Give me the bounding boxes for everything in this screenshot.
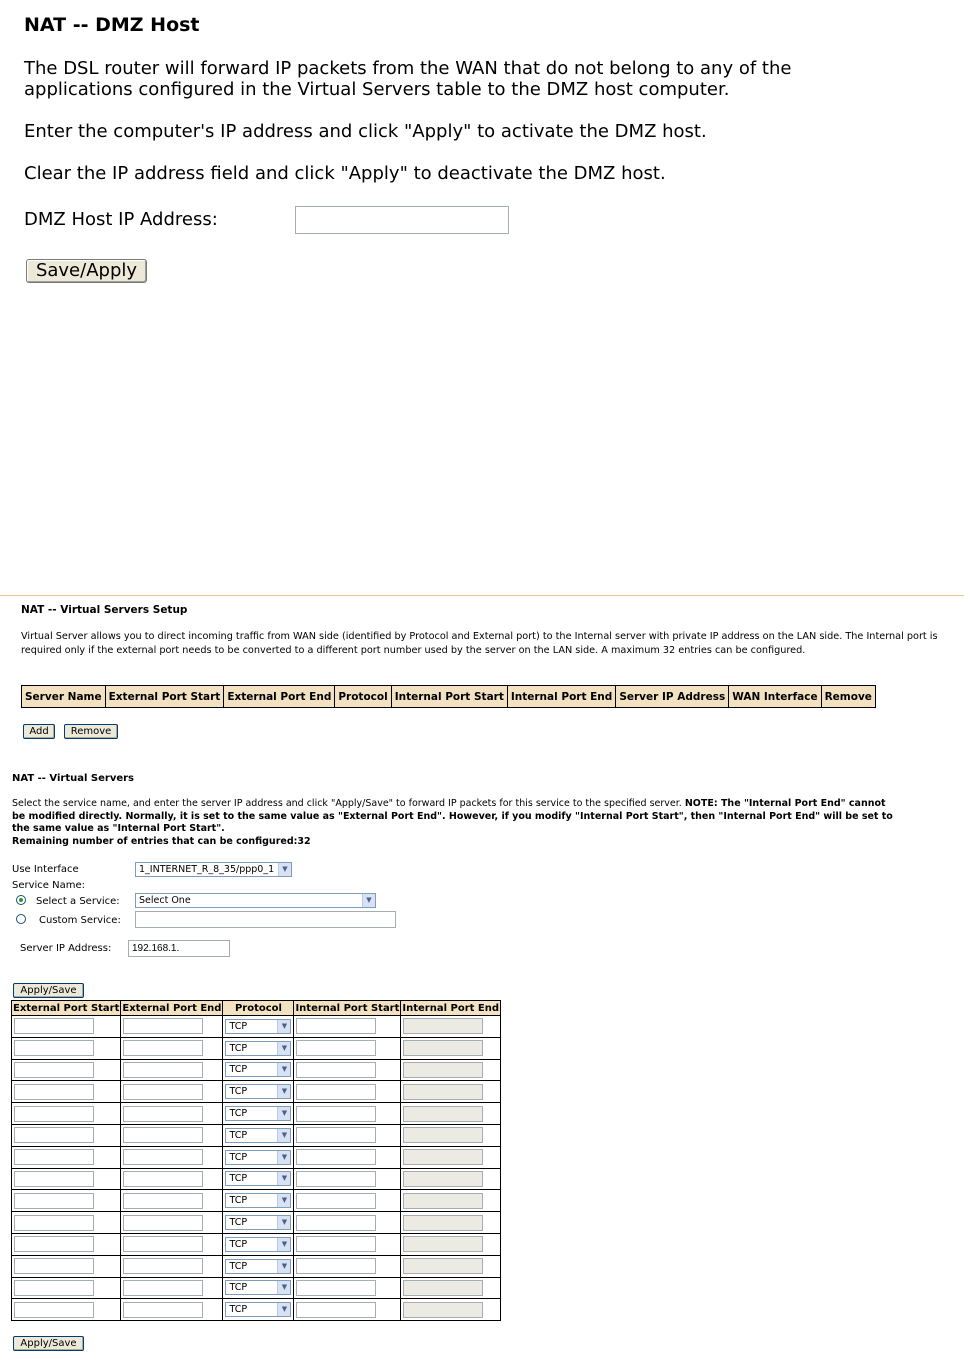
- table-cell: [121, 1016, 223, 1038]
- virtual-servers-column-header: Internal Port Start: [391, 686, 507, 708]
- protocol-value: TCP: [229, 1195, 248, 1207]
- table-row: [12, 1255, 501, 1277]
- external-port-start-input[interactable]: [14, 1302, 94, 1318]
- protocol-value: TCP: [229, 1173, 248, 1185]
- external-port-start-input[interactable]: [14, 1193, 94, 1209]
- chevron-down-icon: ▼: [277, 1063, 290, 1076]
- table-cell: [12, 1168, 121, 1190]
- internal-port-end-input: [403, 1062, 483, 1078]
- table-cell: [12, 1277, 121, 1299]
- custom-service-label: Custom Service:: [39, 915, 121, 926]
- port-mapping-column-header: Protocol: [223, 1001, 294, 1016]
- table-cell: [401, 1212, 501, 1234]
- internal-port-end-input: [403, 1018, 483, 1034]
- table-cell: [294, 1277, 401, 1299]
- internal-port-start-input[interactable]: [296, 1171, 376, 1187]
- table-cell: [121, 1255, 223, 1277]
- table-cell: [294, 1081, 401, 1103]
- external-port-start-input[interactable]: [14, 1258, 94, 1274]
- external-port-end-input[interactable]: [123, 1193, 203, 1209]
- virtual-servers-column-header: Server Name: [22, 686, 106, 708]
- virtual-servers-column-header: External Port Start: [105, 686, 224, 708]
- description-note: NOTE: The "Internal Port End" cannot be modified directly. Normally, it is set to the same value as "External Port End". However, if you modify "Internal Port Start", then "Internal Port End" will be set to the same value as "Internal Port Start".: [12, 798, 893, 834]
- table-cell: [121, 1277, 223, 1299]
- table-cell: [294, 1037, 401, 1059]
- port-mapping-table-body: [12, 1016, 501, 1321]
- table-cell: [401, 1299, 501, 1321]
- table-cell: [12, 1059, 121, 1081]
- protocol-select[interactable]: [225, 1019, 291, 1034]
- table-cell: [121, 1081, 223, 1103]
- internal-port-start-input[interactable]: [296, 1040, 376, 1056]
- server-ip-label: Server IP Address:: [20, 943, 112, 954]
- table-cell: [121, 1168, 223, 1190]
- chevron-down-icon: ▼: [277, 1260, 290, 1273]
- table-cell: [223, 1212, 294, 1234]
- table-cell: [223, 1081, 294, 1103]
- protocol-value: TCP: [229, 1064, 248, 1076]
- table-row: [12, 1037, 501, 1059]
- protocol-select[interactable]: [225, 1041, 291, 1056]
- table-row: [12, 1212, 501, 1234]
- dmz-deactivate-instruction: Clear the IP address field and click "Apply" to deactivate the DMZ host.: [24, 163, 666, 184]
- protocol-value: TCP: [229, 1238, 248, 1250]
- table-cell: [12, 1212, 121, 1234]
- protocol-select[interactable]: [225, 1128, 291, 1143]
- virtual-servers-setup-title: NAT -- Virtual Servers Setup: [21, 604, 188, 616]
- table-cell: [401, 1277, 501, 1299]
- protocol-select[interactable]: [225, 1171, 291, 1186]
- chevron-down-icon: ▼: [277, 1085, 290, 1098]
- table-cell: [121, 1059, 223, 1081]
- table-cell: [223, 1103, 294, 1125]
- internal-port-end-input: [403, 1127, 483, 1143]
- table-cell: [121, 1233, 223, 1255]
- protocol-value: TCP: [229, 1217, 248, 1229]
- table-cell: [121, 1299, 223, 1321]
- chevron-down-icon: ▼: [277, 1281, 290, 1294]
- external-port-end-input[interactable]: [123, 1258, 203, 1274]
- internal-port-end-input: [403, 1171, 483, 1187]
- external-port-end-input[interactable]: [123, 1215, 203, 1231]
- table-cell: [223, 1037, 294, 1059]
- table-cell: [401, 1168, 501, 1190]
- table-cell: [294, 1212, 401, 1234]
- chevron-down-icon: ▼: [277, 1238, 290, 1251]
- external-port-start-input[interactable]: [14, 1106, 94, 1122]
- chevron-down-icon: ▼: [277, 1042, 290, 1055]
- table-cell: [294, 1299, 401, 1321]
- external-port-end-input[interactable]: [123, 1084, 203, 1100]
- internal-port-end-input: [403, 1084, 483, 1100]
- table-cell: [12, 1037, 121, 1059]
- virtual-servers-table-header: [22, 686, 876, 708]
- table-cell: [223, 1146, 294, 1168]
- table-cell: [294, 1146, 401, 1168]
- external-port-start-input[interactable]: [14, 1127, 94, 1143]
- table-cell: [401, 1037, 501, 1059]
- protocol-select[interactable]: [225, 1215, 291, 1230]
- virtual-servers-column-header: Server IP Address: [616, 686, 729, 708]
- protocol-select[interactable]: [225, 1280, 291, 1295]
- external-port-end-input[interactable]: [123, 1040, 203, 1056]
- table-cell: [294, 1016, 401, 1038]
- chevron-down-icon: ▼: [278, 863, 291, 876]
- virtual-servers-column-header: Internal Port End: [507, 686, 615, 708]
- table-cell: [223, 1277, 294, 1299]
- table-cell: [401, 1233, 501, 1255]
- custom-service-radio[interactable]: [16, 914, 26, 924]
- table-cell: [223, 1168, 294, 1190]
- chevron-down-icon: ▼: [277, 1129, 290, 1142]
- table-cell: [121, 1124, 223, 1146]
- table-cell: [121, 1190, 223, 1212]
- chevron-down-icon: ▼: [277, 1020, 290, 1033]
- service-name-label: Service Name:: [12, 880, 86, 891]
- virtual-servers-setup-description: Virtual Server allows you to direct incoming traffic from WAN side (identified by Protocol and External port) to the Internal server with private IP address on the LAN side. The Internal port is required only if the external port needs to be converted to a different port number used by the server on the LAN side. A maximum 32 entries can be configured.: [21, 631, 938, 656]
- protocol-select[interactable]: [225, 1084, 291, 1099]
- table-cell: [223, 1190, 294, 1212]
- internal-port-start-input[interactable]: [296, 1062, 376, 1078]
- table-cell: [12, 1124, 121, 1146]
- custom-service-input[interactable]: [135, 911, 396, 928]
- use-interface-select[interactable]: [135, 862, 292, 877]
- table-cell: [12, 1255, 121, 1277]
- external-port-start-input[interactable]: [14, 1062, 94, 1078]
- external-port-end-input[interactable]: [123, 1149, 203, 1165]
- virtual-servers-description: [12, 798, 902, 848]
- table-row: [12, 1233, 501, 1255]
- table-cell: [401, 1081, 501, 1103]
- internal-port-start-input[interactable]: [296, 1084, 376, 1100]
- protocol-select[interactable]: [225, 1193, 291, 1208]
- internal-port-start-input[interactable]: [296, 1127, 376, 1143]
- table-cell: [121, 1037, 223, 1059]
- internal-port-start-input[interactable]: [296, 1018, 376, 1034]
- table-row: [12, 1081, 501, 1103]
- protocol-select[interactable]: [225, 1150, 291, 1165]
- table-cell: [401, 1146, 501, 1168]
- external-port-start-input[interactable]: [14, 1280, 94, 1296]
- table-cell: [294, 1255, 401, 1277]
- virtual-servers-column-header: WAN Interface: [729, 686, 821, 708]
- table-row: [12, 1059, 501, 1081]
- external-port-end-input[interactable]: [123, 1280, 203, 1296]
- external-port-start-input[interactable]: [14, 1236, 94, 1252]
- chevron-down-icon: ▼: [277, 1172, 290, 1185]
- external-port-end-input[interactable]: [123, 1062, 203, 1078]
- internal-port-end-input: [403, 1193, 483, 1209]
- chevron-down-icon: ▼: [362, 894, 375, 907]
- virtual-servers-table: [21, 685, 876, 708]
- protocol-value: TCP: [229, 1304, 248, 1316]
- internal-port-start-input[interactable]: [296, 1258, 376, 1274]
- port-mapping-table: [11, 1000, 501, 1321]
- protocol-select[interactable]: [225, 1259, 291, 1274]
- protocol-value: TCP: [229, 1282, 248, 1294]
- table-cell: [223, 1255, 294, 1277]
- table-row: [12, 1277, 501, 1299]
- table-cell: [12, 1081, 121, 1103]
- protocol-value: TCP: [229, 1129, 248, 1141]
- table-cell: [294, 1168, 401, 1190]
- protocol-value: TCP: [229, 1151, 248, 1163]
- internal-port-start-input[interactable]: [296, 1302, 376, 1318]
- table-cell: [223, 1016, 294, 1038]
- table-cell: [294, 1233, 401, 1255]
- section-divider: [0, 595, 964, 596]
- select-service-radio[interactable]: [16, 895, 26, 905]
- table-cell: [401, 1124, 501, 1146]
- internal-port-end-input: [403, 1258, 483, 1274]
- table-cell: [12, 1146, 121, 1168]
- internal-port-start-input[interactable]: [296, 1193, 376, 1209]
- protocol-select[interactable]: [225, 1106, 291, 1121]
- table-cell: [12, 1190, 121, 1212]
- port-mapping-table-header: [12, 1001, 501, 1016]
- table-cell: [294, 1059, 401, 1081]
- port-mapping-column-header: External Port Start: [13, 1002, 120, 1014]
- external-port-end-input[interactable]: [123, 1106, 203, 1122]
- table-row: [12, 1146, 501, 1168]
- apply-save-button-top[interactable]: Apply/Save: [13, 983, 84, 998]
- protocol-value: TCP: [229, 1260, 248, 1272]
- chevron-down-icon: ▼: [277, 1107, 290, 1120]
- chevron-down-icon: ▼: [277, 1151, 290, 1164]
- table-cell: [401, 1190, 501, 1212]
- internal-port-end-input: [403, 1215, 483, 1231]
- use-interface-label: Use Interface: [12, 864, 79, 875]
- use-interface-value: 1_INTERNET_R_8_35/ppp0_1: [139, 864, 275, 875]
- remaining-entries-text: Remaining number of entries that can be configured:32: [12, 835, 311, 847]
- table-cell: [401, 1016, 501, 1038]
- virtual-servers-column-header: Remove: [821, 686, 875, 708]
- protocol-select[interactable]: [225, 1062, 291, 1077]
- external-port-end-input[interactable]: [123, 1127, 203, 1143]
- protocol-value: TCP: [229, 1086, 248, 1098]
- dmz-activate-instruction: Enter the computer's IP address and click "Apply" to activate the DMZ host.: [24, 121, 707, 142]
- protocol-select[interactable]: [225, 1302, 291, 1317]
- table-cell: [223, 1233, 294, 1255]
- external-port-end-input[interactable]: [123, 1302, 203, 1318]
- table-cell: [223, 1059, 294, 1081]
- virtual-servers-column-header: Protocol: [335, 686, 391, 708]
- internal-port-end-input: [403, 1302, 483, 1318]
- table-cell: [12, 1016, 121, 1038]
- select-service-value: Select One: [139, 895, 191, 906]
- external-port-end-input[interactable]: [123, 1018, 203, 1034]
- table-cell: [12, 1299, 121, 1321]
- external-port-start-input[interactable]: [14, 1040, 94, 1056]
- internal-port-start-input[interactable]: [296, 1280, 376, 1296]
- add-button[interactable]: Add: [23, 724, 55, 739]
- table-cell: [294, 1103, 401, 1125]
- remove-button[interactable]: Remove: [64, 724, 118, 739]
- external-port-start-input[interactable]: [14, 1018, 94, 1034]
- internal-port-start-input[interactable]: [296, 1149, 376, 1165]
- port-mapping-column-header: Internal Port End: [402, 1002, 500, 1014]
- dmz-page-title: NAT -- DMZ Host: [24, 14, 200, 36]
- internal-port-start-input[interactable]: [296, 1106, 376, 1122]
- port-mapping-column-header: Internal Port Start: [295, 1002, 400, 1014]
- table-row: [12, 1190, 501, 1212]
- protocol-value: TCP: [229, 1042, 248, 1054]
- external-port-end-input[interactable]: [123, 1171, 203, 1187]
- external-port-start-input[interactable]: [14, 1149, 94, 1165]
- protocol-value: TCP: [229, 1108, 248, 1120]
- port-mapping-column-header: External Port End: [122, 1002, 222, 1014]
- internal-port-end-input: [403, 1280, 483, 1296]
- table-cell: [223, 1124, 294, 1146]
- table-row: [12, 1168, 501, 1190]
- external-port-start-input[interactable]: [14, 1171, 94, 1187]
- table-row: [12, 1124, 501, 1146]
- external-port-start-input[interactable]: [14, 1215, 94, 1231]
- table-cell: [121, 1146, 223, 1168]
- chevron-down-icon: ▼: [277, 1194, 290, 1207]
- internal-port-start-input[interactable]: [296, 1215, 376, 1231]
- protocol-value: TCP: [229, 1020, 248, 1032]
- server-ip-input[interactable]: [128, 940, 230, 957]
- internal-port-end-input: [403, 1149, 483, 1165]
- dmz-description-line2: applications configured in the Virtual Servers table to the DMZ host computer.: [24, 79, 730, 100]
- dmz-host-section: [0, 0, 964, 292]
- chevron-down-icon: ▼: [277, 1303, 290, 1316]
- table-cell: [121, 1212, 223, 1234]
- select-service-dropdown[interactable]: [135, 893, 376, 908]
- table-row: [12, 1016, 501, 1038]
- internal-port-end-input: [403, 1236, 483, 1252]
- apply-save-button-bottom[interactable]: Apply/Save: [13, 1336, 84, 1351]
- dmz-ip-input[interactable]: [295, 206, 509, 234]
- select-service-label: Select a Service:: [36, 896, 120, 907]
- table-row: [12, 1299, 501, 1321]
- dmz-description-line1: The DSL router will forward IP packets from the WAN that do not belong to any of the: [24, 58, 792, 79]
- virtual-servers-column-header: External Port End: [224, 686, 335, 708]
- table-row: [12, 1103, 501, 1125]
- description-text: Select the service name, and enter the server IP address and click "Apply/Save" to forward IP packets for this service to the specified server.: [12, 798, 685, 809]
- table-cell: [121, 1103, 223, 1125]
- save-apply-button[interactable]: Save/Apply: [26, 259, 147, 283]
- table-cell: [223, 1299, 294, 1321]
- virtual-servers-title: NAT -- Virtual Servers: [12, 773, 134, 784]
- chevron-down-icon: ▼: [277, 1216, 290, 1229]
- protocol-select[interactable]: [225, 1237, 291, 1252]
- table-cell: [294, 1190, 401, 1212]
- table-cell: [401, 1255, 501, 1277]
- table-cell: [12, 1233, 121, 1255]
- table-cell: [294, 1124, 401, 1146]
- table-cell: [12, 1103, 121, 1125]
- table-cell: [401, 1103, 501, 1125]
- internal-port-start-input[interactable]: [296, 1236, 376, 1252]
- external-port-end-input[interactable]: [123, 1236, 203, 1252]
- external-port-start-input[interactable]: [14, 1084, 94, 1100]
- table-cell: [401, 1059, 501, 1081]
- dmz-description: [24, 58, 791, 100]
- dmz-ip-label: DMZ Host IP Address:: [24, 209, 218, 230]
- internal-port-end-input: [403, 1106, 483, 1122]
- internal-port-end-input: [403, 1040, 483, 1056]
